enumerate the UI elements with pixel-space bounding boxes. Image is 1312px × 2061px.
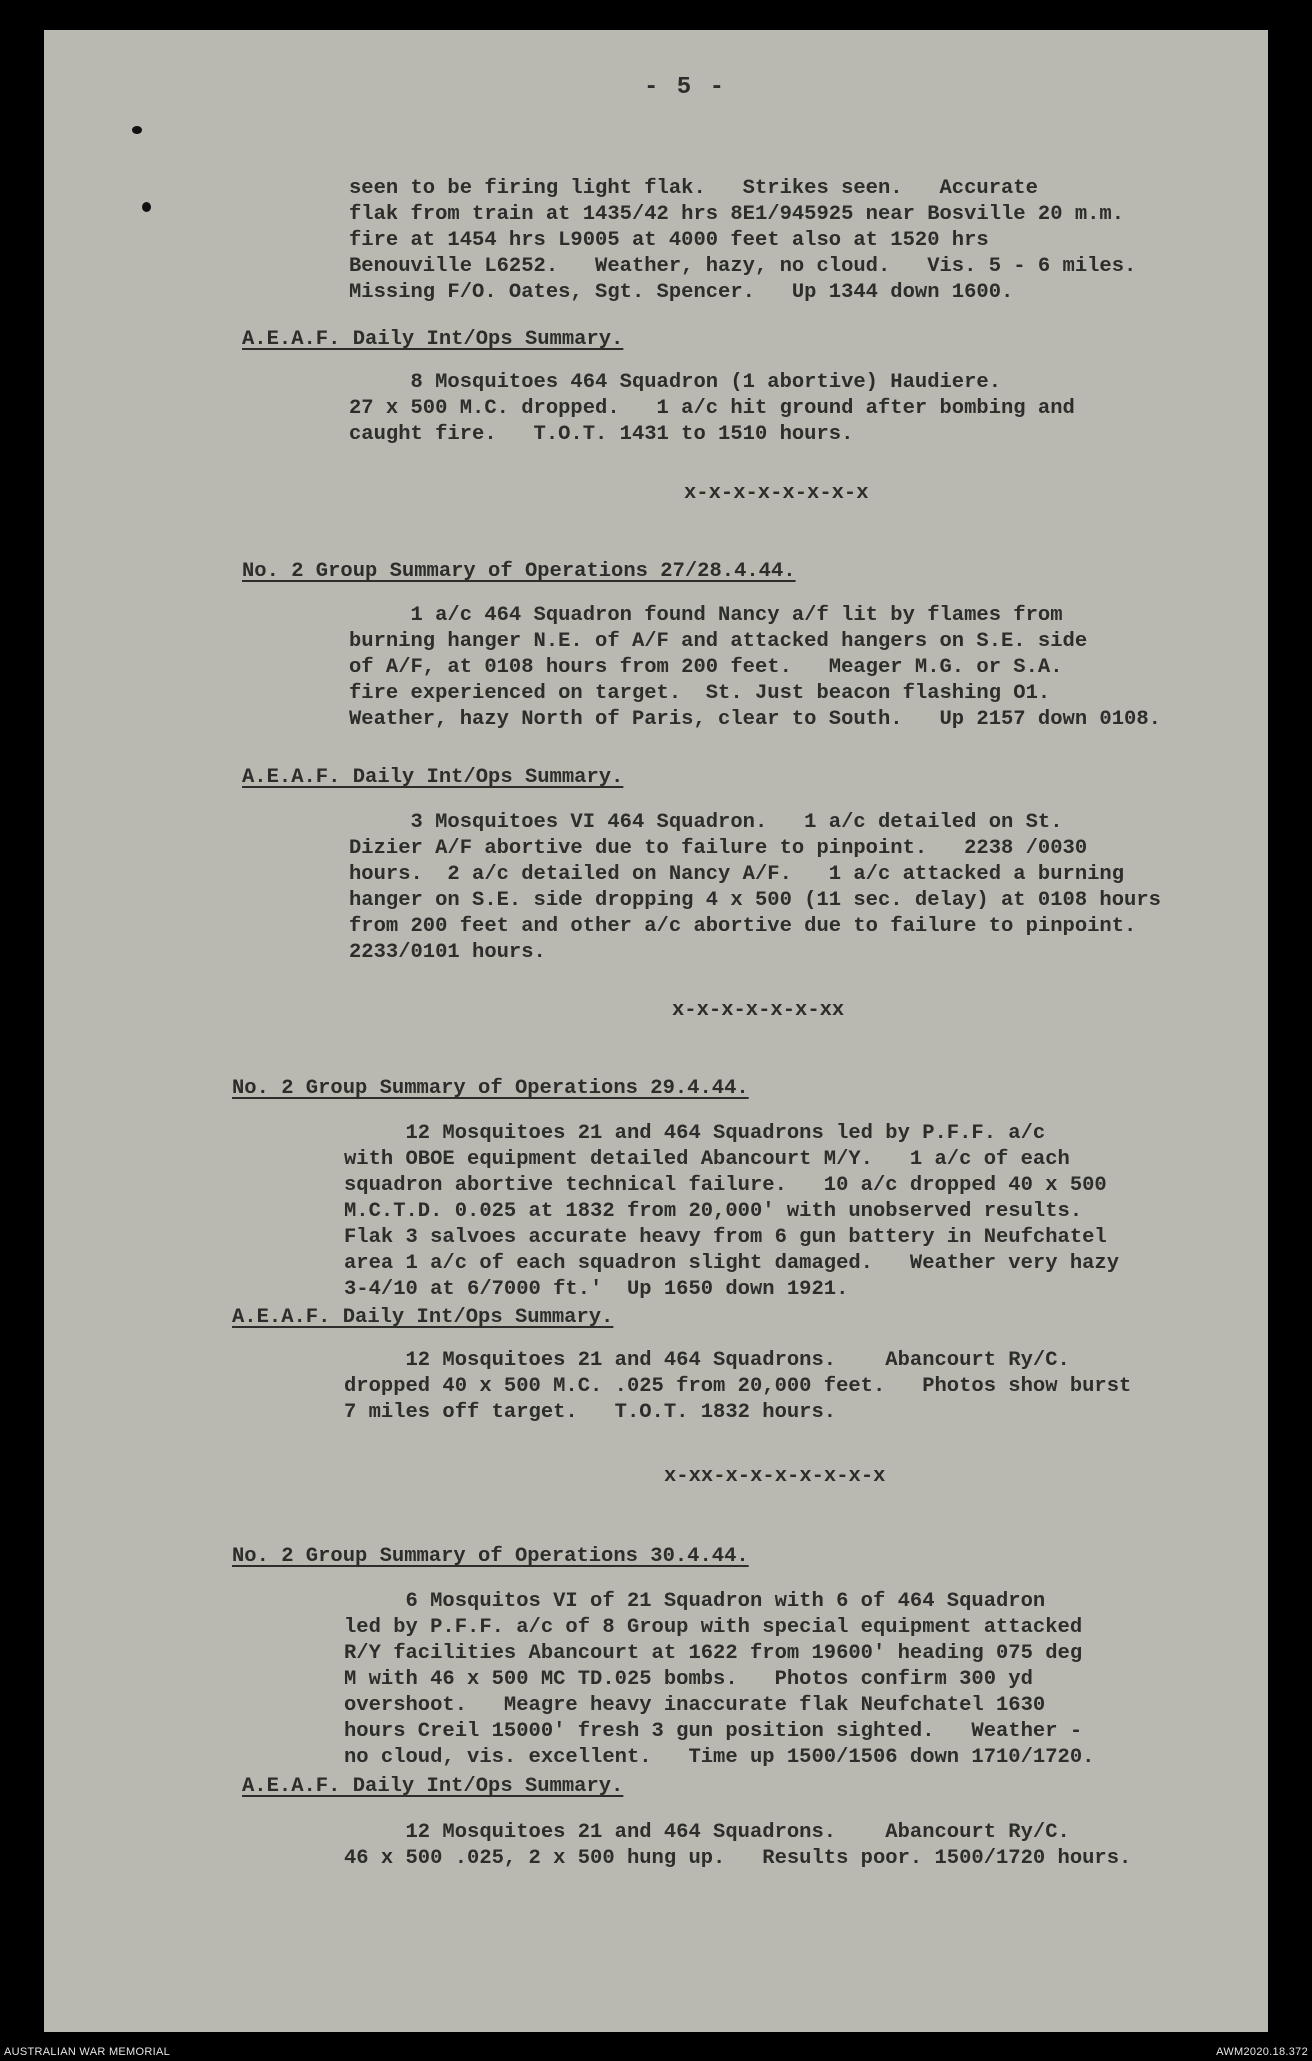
hole-punch-mark: [132, 126, 142, 134]
text-line: 8 Mosquitoes 464 Squadron (1 abortive) Haudiere.: [349, 371, 1002, 394]
section-heading: No. 2 Group Summary of Operations 30.4.44.: [232, 1545, 749, 1568]
text-line: 7 miles off target. T.O.T. 1832 hours.: [344, 1401, 837, 1424]
text-line: hours. 2 a/c detailed on Nancy A/F. 1 a/c attacked a burning: [349, 863, 1125, 886]
text-line: burning hanger N.E. of A/F and attacked hangers on S.E. side: [349, 630, 1088, 653]
text-line: with OBOE equipment detailed Abancourt M/Y. 1 a/c of each: [344, 1148, 1070, 1171]
text-line: Dizier A/F abortive due to failure to pinpoint. 2238 /0030: [349, 837, 1088, 860]
document-page: [44, 30, 1268, 2032]
text-line: overshoot. Meagre heavy inaccurate flak Neufchatel 1630: [344, 1694, 1046, 1717]
text-line: 27 x 500 M.C. dropped. 1 a/c hit ground after bombing and: [349, 397, 1075, 420]
section-paragraph: [349, 370, 1075, 448]
text-line: squadron abortive technical failure. 10 a/c dropped 40 x 500: [344, 1174, 1107, 1197]
section-paragraph: [349, 603, 1161, 733]
section-paragraph: [344, 1589, 1094, 1771]
text-line: 46 x 500 .025, 2 x 500 hung up. Results poor. 1500/1720 hours.: [344, 1847, 1132, 1870]
text-line: R/Y facilities Abancourt at 1622 from 19600' heading 075 deg: [344, 1642, 1083, 1665]
section-paragraph: [344, 1820, 1131, 1872]
text-line: 12 Mosquitoes 21 and 464 Squadrons led by P.F.F. a/c: [344, 1122, 1046, 1145]
section-paragraph: [344, 1121, 1119, 1303]
text-line: from 200 feet and other a/c abortive due to failure to pinpoint.: [349, 915, 1137, 938]
text-line: Weather, hazy North of Paris, clear to South. Up 2157 down 0108.: [349, 708, 1161, 731]
opening-paragraph: [349, 176, 1136, 306]
text-line: dropped 40 x 500 M.C. .025 from 20,000 feet. Photos show burst: [344, 1375, 1132, 1398]
text-line: 12 Mosquitoes 21 and 464 Squadrons. Abancourt Ry/C.: [344, 1349, 1070, 1372]
text-line: 6 Mosquitos VI of 21 Squadron with 6 of 464 Squadron: [344, 1590, 1046, 1613]
document-body: [44, 30, 1268, 2032]
section-heading: A.E.A.F. Daily Int/Ops Summary.: [242, 1775, 624, 1798]
text-line: 1 a/c 464 Squadron found Nancy a/f lit by flames from: [349, 604, 1063, 627]
text-line: hours Creil 15000' fresh 3 gun position sighted. Weather -: [344, 1720, 1083, 1743]
section-paragraph: [349, 810, 1161, 966]
footer-credit: AUSTRALIAN WAR MEMORIAL: [4, 2046, 171, 2058]
text-line: 3-4/10 at 6/7000 ft.' Up 1650 down 1921.: [344, 1278, 849, 1301]
section-separator: x-x-x-x-x-x-xx: [672, 999, 845, 1022]
section-paragraph: [344, 1348, 1131, 1426]
text-line: area 1 a/c of each squadron slight damaged. Weather very hazy: [344, 1252, 1120, 1275]
text-line: Flak 3 salvoes accurate heavy from 6 gun battery in Neufchatel: [344, 1226, 1107, 1249]
text-line: hanger on S.E. side dropping 4 x 500 (11 sec. delay) at 0108 hours: [349, 889, 1161, 912]
text-line: fire at 1454 hrs L9005 at 4000 feet also at 1520 hrs: [349, 229, 989, 252]
text-line: led by P.F.F. a/c of 8 Group with special equipment attacked: [344, 1616, 1083, 1639]
section-heading: No. 2 Group Summary of Operations 27/28.4.44.: [242, 560, 796, 583]
text-line: Benouville L6252. Weather, hazy, no cloud. Vis. 5 - 6 miles.: [349, 255, 1137, 278]
text-line: fire experienced on target. St. Just beacon flashing O1.: [349, 682, 1051, 705]
text-line: caught fire. T.O.T. 1431 to 1510 hours.: [349, 423, 854, 446]
page-number: - 5 -: [644, 74, 727, 101]
text-line: no cloud, vis. excellent. Time up 1500/1506 down 1710/1720.: [344, 1746, 1095, 1769]
text-line: Missing F/O. Oates, Sgt. Spencer. Up 1344 down 1600.: [349, 281, 1014, 304]
text-line: 3 Mosquitoes VI 464 Squadron. 1 a/c detailed on St.: [349, 811, 1063, 834]
text-line: flak from train at 1435/42 hrs 8E1/945925 near Bosville 20 m.m.: [349, 203, 1125, 226]
text-line: 12 Mosquitoes 21 and 464 Squadrons. Abancourt Ry/C.: [344, 1821, 1070, 1844]
section-heading: A.E.A.F. Daily Int/Ops Summary.: [232, 1306, 614, 1329]
footer-accession-number: AWM2020.18.372: [1216, 2046, 1308, 2058]
text-line: of A/F, at 0108 hours from 200 feet. Meager M.G. or S.A.: [349, 656, 1063, 679]
text-line: 2233/0101 hours.: [349, 941, 546, 964]
section-separator: x-xx-x-x-x-x-x-x-x: [664, 1465, 886, 1488]
section-separator: x-x-x-x-x-x-x-x: [684, 482, 869, 505]
text-line: M with 46 x 500 MC TD.025 bombs. Photos confirm 300 yd: [344, 1668, 1033, 1691]
ink-speck: [142, 202, 151, 212]
text-line: M.C.T.D. 0.025 at 1832 from 20,000' with unobserved results.: [344, 1200, 1083, 1223]
section-heading: A.E.A.F. Daily Int/Ops Summary.: [242, 766, 624, 789]
section-heading: No. 2 Group Summary of Operations 29.4.44.: [232, 1077, 749, 1100]
text-line: seen to be firing light flak. Strikes seen. Accurate: [349, 177, 1038, 200]
section-heading: A.E.A.F. Daily Int/Ops Summary.: [242, 328, 624, 351]
